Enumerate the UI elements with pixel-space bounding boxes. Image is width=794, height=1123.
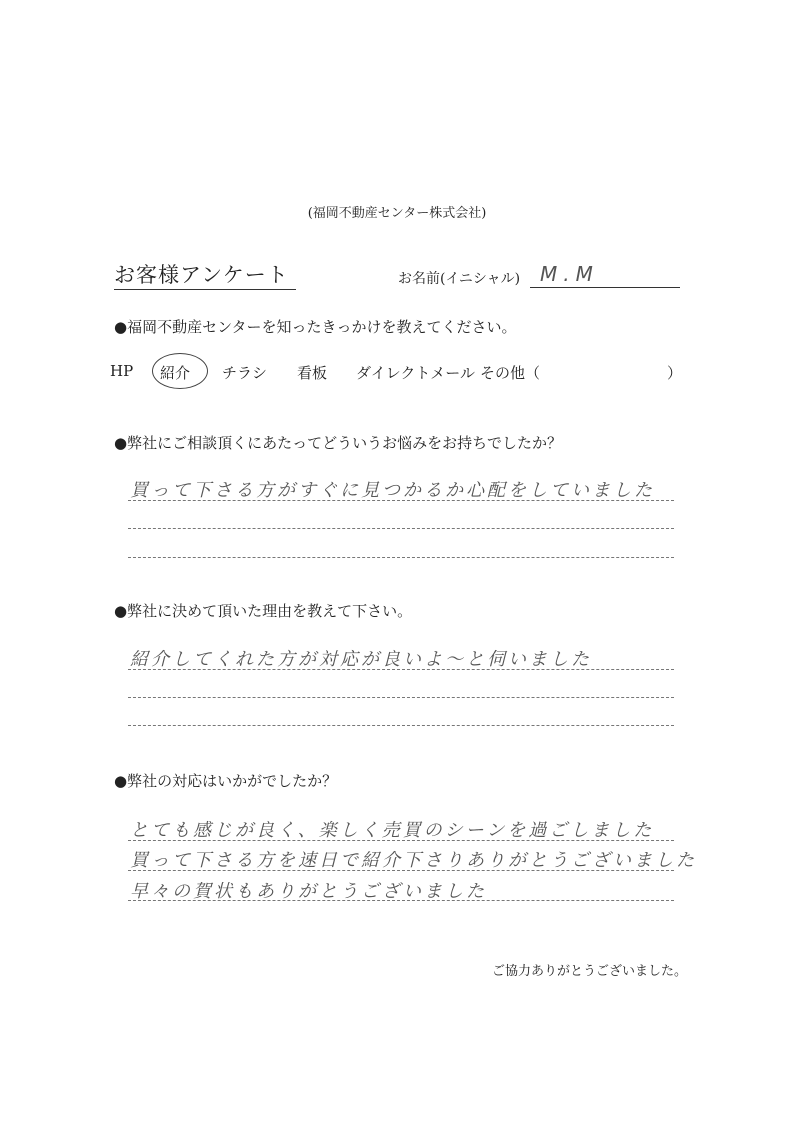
- answer-2-line-1: 買って下さる方がすぐに見つかるか心配をしていました: [130, 480, 655, 501]
- option-flyer: チラシ: [222, 364, 268, 382]
- option-other: その他（: [480, 364, 541, 382]
- name-label: お名前(イニシャル): [398, 271, 521, 287]
- title-underline: [114, 289, 296, 290]
- answer-line: [128, 500, 674, 501]
- option-signboard: 看板: [297, 364, 328, 382]
- option-direct-mail: ダイレクトメール: [356, 364, 475, 382]
- selected-circle: [152, 353, 208, 389]
- question-2: ●弊社にご相談頂くにあたってどういうお悩みをお持ちでしたか？: [114, 434, 562, 452]
- option-referral-label: 紹介: [160, 364, 191, 382]
- form-title: お客様アンケート: [114, 263, 289, 287]
- question-4: ●弊社の対応はいかがでしたか？: [114, 772, 338, 790]
- answer-4-line-1: とても感じが良く、楽しく売買のシーンを過ごしました: [130, 820, 655, 841]
- name-value: M.M: [540, 262, 599, 286]
- answer-line: [128, 900, 674, 901]
- answer-4-line-3: 早々の賀状もありがとうございました: [130, 881, 487, 902]
- thanks-message: ご協力ありがとうございました。: [492, 964, 688, 979]
- option-hp: HP: [110, 362, 134, 380]
- question-1: ●福岡不動産センターを知ったきっかけを教えてください。: [114, 318, 517, 336]
- option-referral: [160, 362, 190, 383]
- answer-line: [128, 870, 674, 871]
- answer-line: [128, 840, 674, 841]
- option-close-paren: ）: [667, 364, 683, 382]
- company-name: (福岡不動産センター株式会社): [307, 206, 487, 221]
- question-3: ●弊社に決めて頂いた理由を教えて下さい。: [114, 602, 413, 620]
- answer-line: [128, 669, 674, 670]
- answer-line: [128, 528, 674, 529]
- answer-line: [128, 557, 674, 558]
- answer-4-line-2: 買って下さる方を速日で紹介下さりありがとうございました: [130, 850, 697, 871]
- answer-3-line-1: 紹介してくれた方が対応が良いよ〜と伺いました: [130, 649, 592, 670]
- answer-line: [128, 725, 674, 726]
- name-line: [530, 287, 680, 288]
- answer-line: [128, 697, 674, 698]
